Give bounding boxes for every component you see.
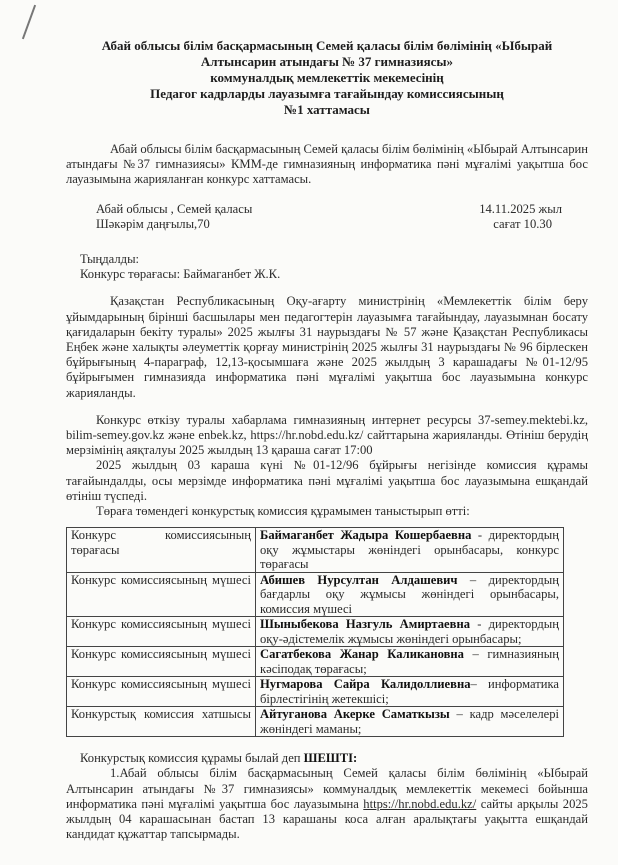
member-desc: – директордың бағдарлы оқу жұмысы жөніндегі орынбасары, комиссия мүшесі [260,572,559,616]
commission-paragraph: 2025 жылдың 03 караша күні №01-12/96 бұйрығы негізінде комиссия құрамы тағайындалды, осы мерзімде информатика пәні мұғалімі уақытша бос лауазымына ешқандай өтініш түспеді. [66,458,588,503]
chair-line: Конкурс төрағасы: Баймаганбет Ж.К. [80,267,281,282]
title-line: Педагог кадрларды лауазымға тағайындау комиссиясының [150,86,504,101]
table-row [67,707,564,737]
role-cell: Конкурс комиссиясының мүшесі [67,647,256,677]
protocol-time: сағат 10.30 [493,216,552,231]
role-cell: Конкурс комиссиясының мүшесі [67,677,256,707]
table-row [67,617,564,647]
member-desc: - директордың оқу жұмыстары жөніндегі орынбасары, конкурс төрағасы [260,528,559,572]
member-name: Абишев Нурсултан Алдашевич [260,572,458,587]
member-desc: – информатика бірлестігінің жетекшісі; [260,677,559,706]
member-cell [256,617,564,647]
member-name: Сагатбекова Жанар Каликановна [260,647,464,662]
decision-heading [66,751,588,766]
member-name: Шыныбекова Назгуль Амиртаевна [260,617,471,632]
member-desc: - директордың оқу-әдістемелік жұмысы жөніндегі орынбасары; [260,617,559,646]
member-cell [256,572,564,617]
heard-label: Тыңдалды: [80,252,140,267]
title-line: коммуналдық мемлекеттік мекемесінің [210,70,444,85]
decision-word: ШЕШТІ: [303,751,358,766]
document-title [66,38,588,118]
intro-paragraph: Абай облысы білім басқармасының Семей қаласы білім бөлімінің «Ыбырай Алтынсарин атындағы №37 гимназиясы» КММ-де гимназияның информатика пәні мұғалімі уақытша бос лауазымына жарияланған конкурс хаттамасы. [66,142,588,187]
nobd-link[interactable]: https://hr.nobd.edu.kz/ [363,796,477,811]
table-row [67,677,564,707]
decision-text: 1.Абай облысы білім басқармасының Семей қаласы білім бөлімінің «Ыбырай Алтынсарин атындағы №37 гимназиясы» коммуналдық мемлекеттік мекемесі бойынша информатика пәні мұғалімі уақытша бос лауазымына [66,766,588,811]
document-page [66,38,588,842]
announcement-paragraph: Конкурс өткізу туралы хабарлама гимназияның интернет ресурсы 37-semey.mektebi.kz, bilim-semey.gov.kz және enbek.kz, https://hr.nobd.edu.kz/ сайттарына жарияланды. Өтініш берудің мерзімінің аяқталуы 2025 жылдың 13 қараша сағат 17:00 [66,412,588,458]
decision-text: сайты арқылы 2025 жылдың 04 карашасынан бастап 13 карашаны коса алған аралықтағы уақытта ешқандай кандидат құжаттар тапсырмады. [66,796,588,842]
role-cell: Конкурс комиссиясының төрағасы [67,528,256,573]
member-desc: – гимназияның кәсіподақ төрағасы; [260,647,559,676]
address-block [66,202,588,232]
role-cell: Конкурстық комиссия хатшысы [67,707,256,737]
member-cell [256,647,564,677]
table-row [67,528,564,573]
protocol-date: 14.11.2025 жыл [479,201,562,216]
decision-item-1 [66,766,588,842]
role-cell: Конкурс комиссиясының мүшесі [67,617,256,647]
table-row [67,572,564,617]
legal-basis-paragraph: Қазақстан Республикасының Оқу-ағарту министрінің «Мемлекеттік білім беру ұйымдарының бірінші басшылары мен педагогтерін лауазымға тағайындау, лауазымнан босату қағидаларын бекіту туралы» 2025 жылғы 31 наурыздағы № 57 және Қазақстан Республикасы Еңбек және халықты әлеуметтік қорғау министрінің 2025 жылғы 31 наурыздағы № 96 бірлескен бұйрығының 4-параграф, 12,13-қосымшаға және 2025 жылдың 3 карашадағы №01-12/95 бұйрығымен гимназияда информатика пәні мұғалімі уақытша бос лауазымына конкурс жарияланды. [66,294,588,400]
title-line: Абай облысы білім басқармасының Семей қаласы білім бөлімінің «Ыбырай [101,38,553,53]
member-desc: – кадр мәселелері жөніндегі маманы; [260,707,559,736]
member-name: Айтуганова Акерке Саматкызы [260,707,450,722]
title-line: №1 хаттамасы [284,102,370,117]
pen-mark [22,5,36,40]
introduction-paragraph: Төраға төмендегі конкурстық комиссия құрамымен таныстырып өтті: [96,504,470,519]
address-line2: Шәкәрім даңғылы,70 [96,216,210,231]
address-line1: Абай облысы , Семей қаласы [96,201,253,216]
commission-table [66,527,564,737]
member-name: Баймаганбет Жадыра Кошербаевна [260,528,472,543]
title-line: Алтынсарин атындағы № 37 гимназиясы» [200,54,454,69]
decision-intro: Конкурстық комиссия құрамы былай деп [80,751,304,766]
role-cell: Конкурс комиссиясының мүшесі [67,572,256,617]
member-cell [256,528,564,573]
member-cell [256,677,564,707]
member-name: Нугмарова Сайра Калидоллиевна [260,677,471,692]
table-row [67,647,564,677]
member-cell [256,707,564,737]
